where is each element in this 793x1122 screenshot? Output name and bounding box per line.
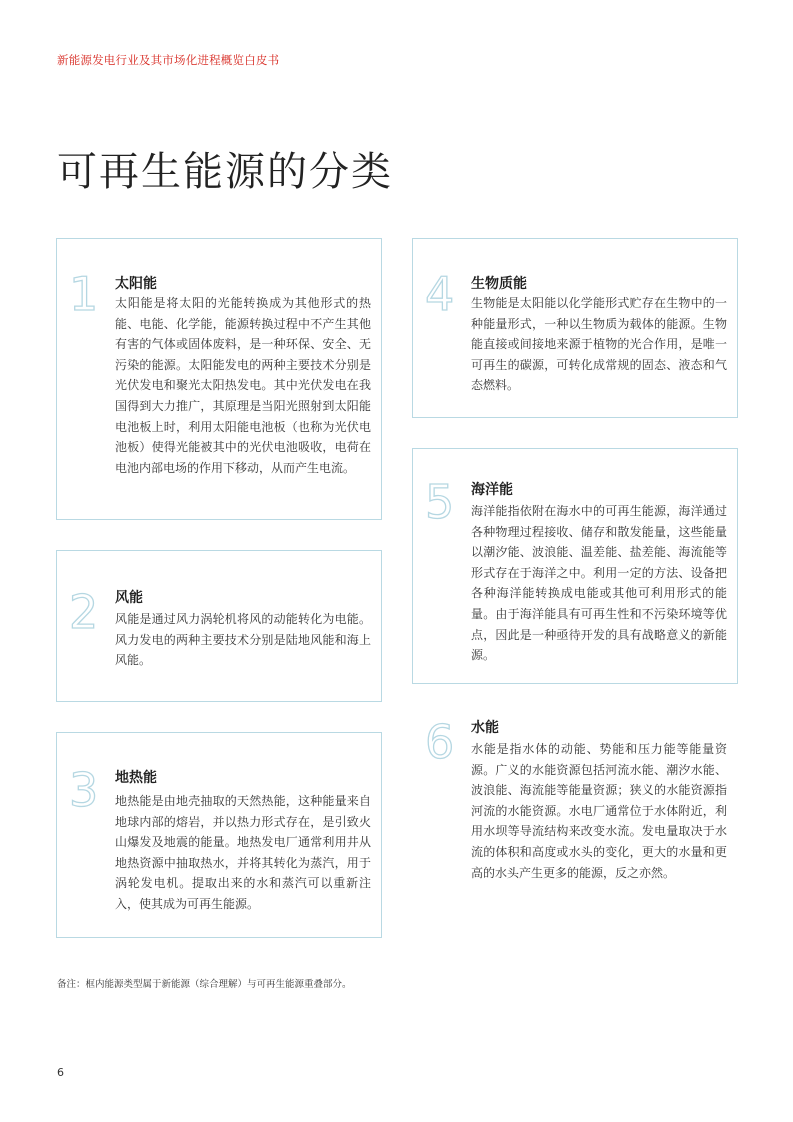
- card-solar: [56, 238, 382, 520]
- card-text: 地热能是由地壳抽取的天然热能，这种能量来自地球内部的熔岩，并以热力形式存在，是引致火山爆发及地震的能量。地热发电厂通常利用井从地热资源中抽取热水，并将其转化为蒸汽，用于涡轮发电机。提取出来的水和蒸汽可以重新注入，使其成为可再生能源。: [115, 794, 371, 911]
- card-title: 生物质能: [471, 276, 527, 292]
- card-title: 地热能: [115, 770, 157, 786]
- card-number: 1: [69, 267, 99, 321]
- card-biomass: [412, 238, 738, 418]
- card-title: 风能: [115, 590, 143, 606]
- card-text: 海洋能指依附在海水中的可再生能源，海洋通过各种物理过程接收、储存和散发能量，这些能量以潮汐能、波浪能、温差能、盐差能、海流能等形式存在于海洋之中。利用一定的方法、设备把各种海洋能转换成电能或其他可利用形式的能量。由于海洋能具有可再生性和不污染环境等优点，因此是一种亟待开发的具有战略意义的新能源。: [471, 504, 727, 663]
- card-text: 生物能是太阳能以化学能形式贮存在生物中的一种能量形式，一种以生物质为载体的能源。生物能直接或间接地来源于植物的光合作用，是唯一可再生的碳源，可转化成常规的固态、液态和气态燃料。: [471, 296, 727, 393]
- card-number: 6: [425, 715, 455, 769]
- card-wind: [56, 550, 382, 702]
- card-text: 太阳能是将太阳的光能转换成为其他形式的热能、电能、化学能，能源转换过程中不产生其他有害的气体或固体废料，是一种环保、安全、无污染的能源。太阳能发电的两种主要技术分别是光伏发电和聚光太阳热发电。其中光伏发电在我国得到大力推广，其原理是当阳光照射到太阳能电池板上时，利用太阳能电池板（也称为光伏电池板）使得光能被其中的光伏电池吸收，电荷在电池内部电场的作用下移动，从而产生电流。: [115, 296, 371, 475]
- card-text: 风能是通过风力涡轮机将风的动能转化为电能。风力发电的两种主要技术分别是陆地风能和海上风能。: [115, 612, 371, 668]
- page-number: 6: [57, 1066, 64, 1079]
- card-text: 水能是指水体的动能、势能和压力能等能量资源。广义的水能资源包括河流水能、潮汐水能、波浪能、海流能等能量资源；狭义的水能资源指河流的水能资源。水电厂通常位于水体附近，利用水坝等导流结构来改变水流。发电量取决于水流的体积和高度或水头的变化，更大的水量和更高的水头产生更多的能源，反之亦然。: [471, 742, 727, 880]
- card-number: 4: [425, 267, 455, 321]
- card-ocean: [412, 448, 738, 684]
- footnote: 备注：框内能源类型属于新能源（综合理解）与可再生能源重叠部分。: [57, 979, 352, 990]
- card-hydro: [412, 686, 738, 886]
- card-geothermal: [56, 732, 382, 938]
- card-title: 水能: [471, 720, 499, 736]
- card-number: 3: [69, 763, 99, 817]
- card-number: 5: [425, 475, 455, 529]
- page-title: 可再生能源的分类: [57, 149, 393, 195]
- header-document-title: 新能源发电行业及其市场化进程概览白皮书: [57, 53, 280, 67]
- card-title: 海洋能: [471, 482, 513, 498]
- card-number: 2: [69, 585, 99, 639]
- card-title: 太阳能: [115, 276, 157, 292]
